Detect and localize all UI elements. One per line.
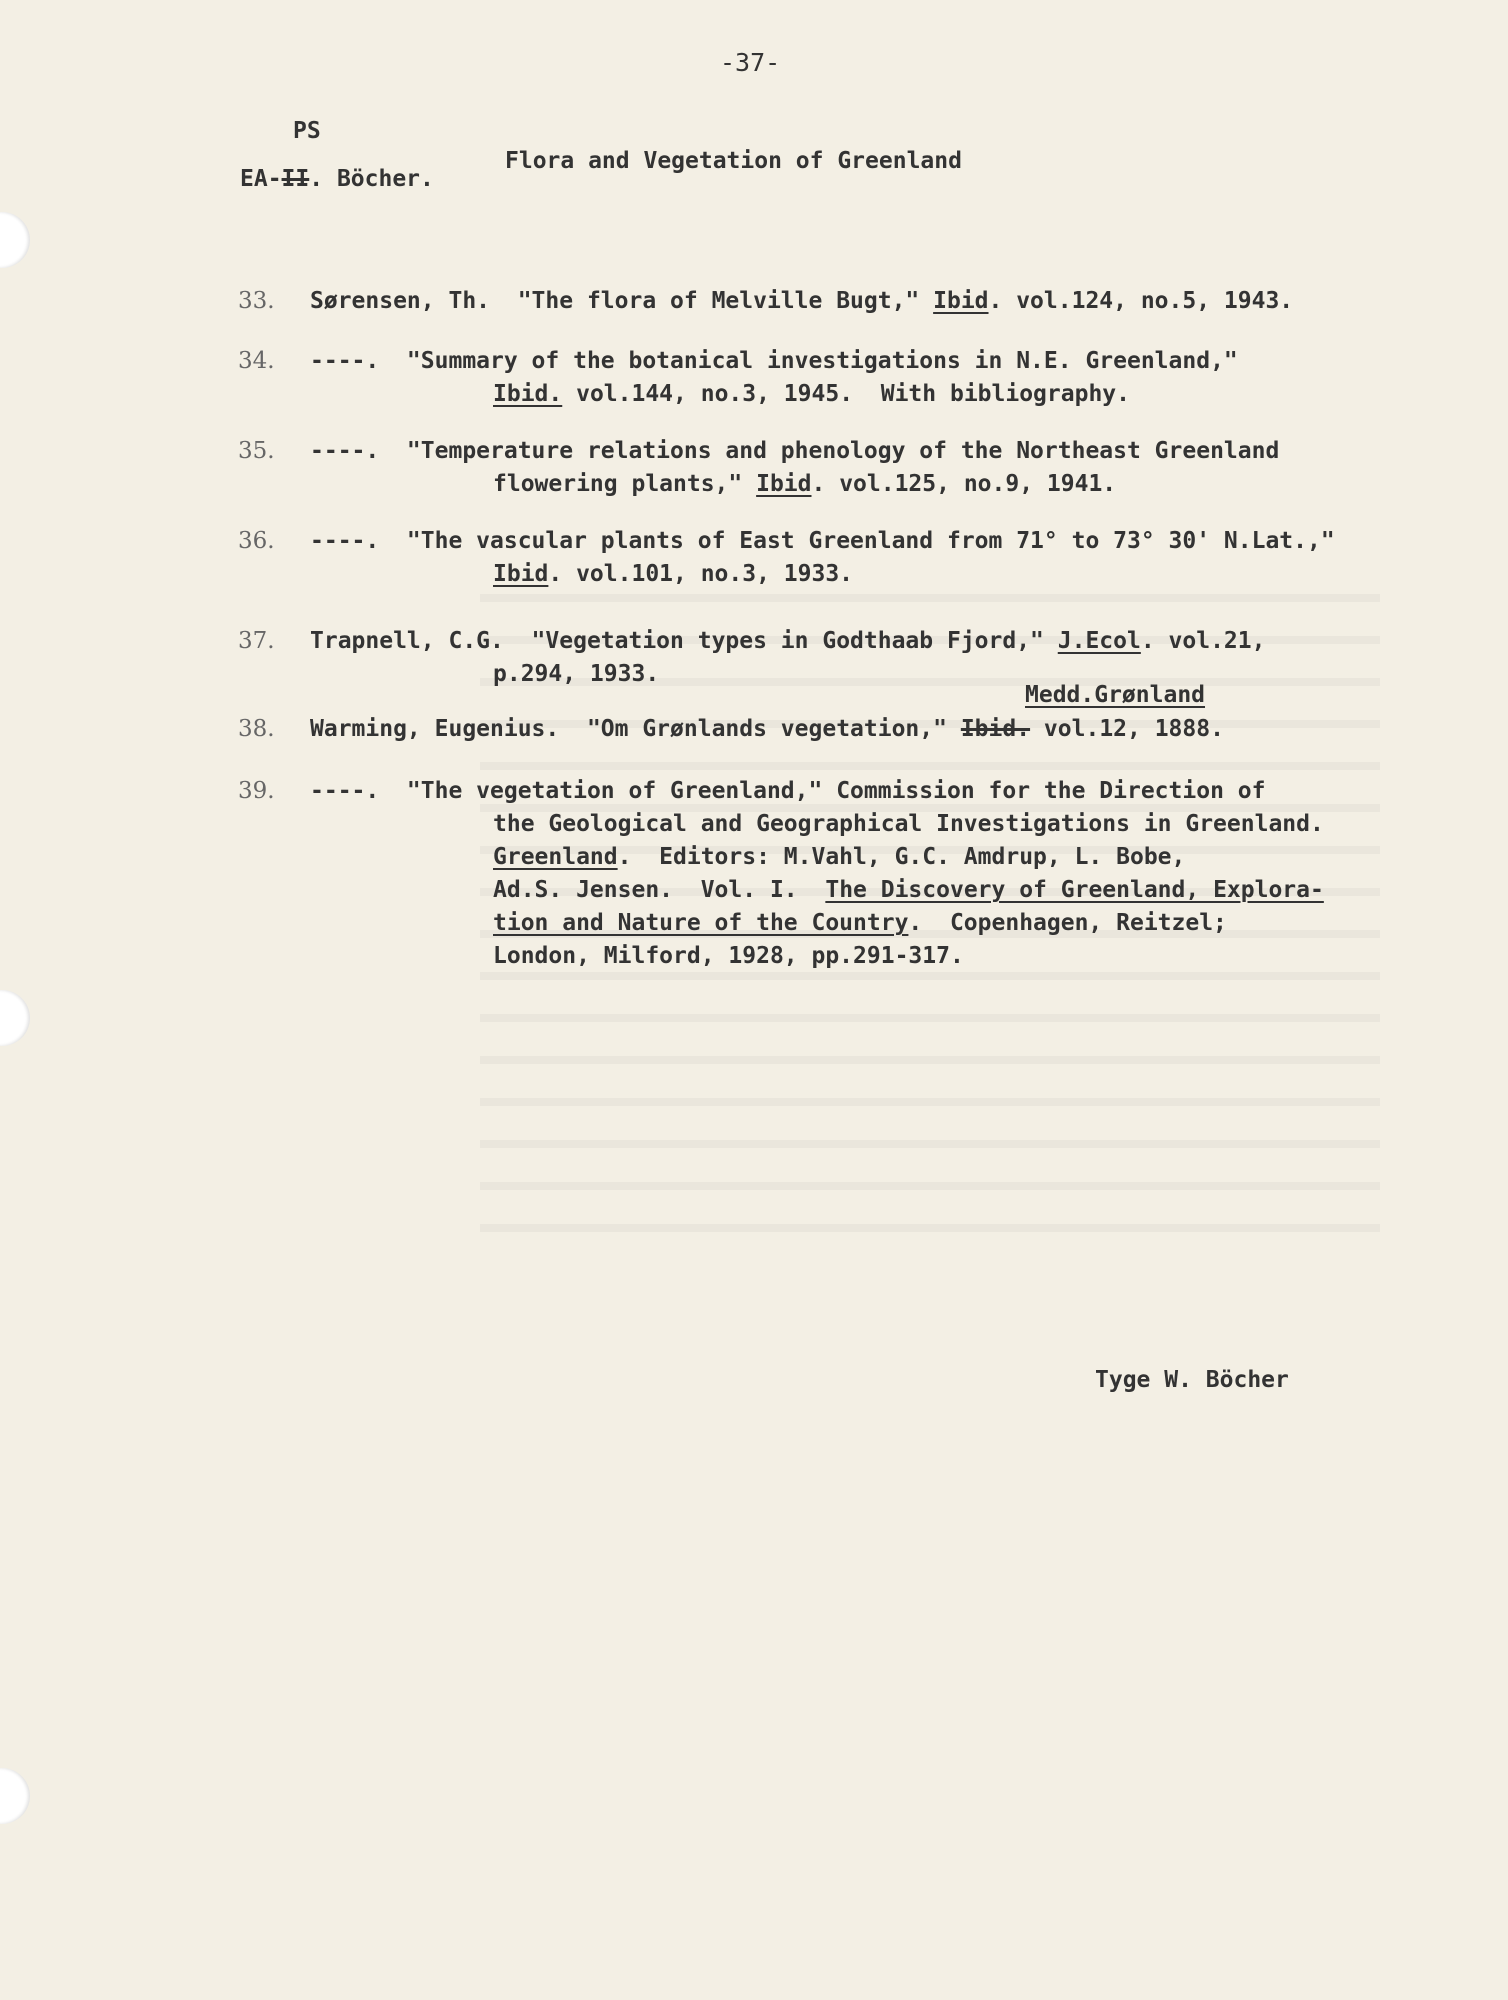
document-title: Flora and Vegetation of Greenland bbox=[505, 148, 962, 174]
entry-line bbox=[493, 813, 1324, 836]
underlined-text: The Discovery of Greenland, Explora- bbox=[825, 877, 1324, 903]
entry-text: Sørensen, Th. "The flora of Melville Bugt," bbox=[310, 288, 934, 314]
entry-number: 36. bbox=[238, 528, 275, 554]
entry-line bbox=[493, 879, 1324, 902]
entry-line bbox=[493, 473, 1116, 496]
entry-text: Ad.S. Jensen. Vol. I. bbox=[493, 877, 826, 903]
entry-text: . vol.125, no.9, 1941. bbox=[811, 471, 1117, 497]
entry-number: 37. bbox=[238, 628, 275, 654]
entry-line bbox=[493, 663, 659, 686]
entry-line bbox=[310, 530, 1335, 553]
entry-line bbox=[310, 350, 1238, 373]
entry-text: p.294, 1933. bbox=[493, 661, 660, 687]
entry-number: 35. bbox=[238, 438, 275, 464]
entry-text: . Editors: M.Vahl, G.C. Amdrup, L. Bobe, bbox=[617, 844, 1186, 870]
entry-text: . vol.101, no.3, 1933. bbox=[548, 561, 854, 587]
entry-text: Warming, Eugenius. "Om Grønlands vegetation," bbox=[310, 716, 961, 742]
entry-text: ----. "Summary of the botanical investigations in N.E. Greenland," bbox=[310, 348, 1238, 374]
entry-line bbox=[310, 290, 1293, 313]
struck-text: Ibid. bbox=[960, 716, 1031, 742]
punch-hole-bottom bbox=[0, 1768, 30, 1824]
document-code: EA-II. Böcher. bbox=[240, 166, 434, 192]
entry-line bbox=[493, 846, 1185, 869]
signature: Tyge W. Böcher bbox=[1095, 1367, 1289, 1393]
punch-hole-top bbox=[0, 212, 30, 268]
entry-text: . vol.21, bbox=[1140, 628, 1266, 654]
entry-number: 33. bbox=[238, 288, 275, 314]
underlined-text: Ibid. bbox=[493, 381, 563, 407]
entry-text: . Copenhagen, Reitzel; bbox=[908, 910, 1227, 936]
entry-text: London, Milford, 1928, pp.291-317. bbox=[493, 943, 964, 969]
entry-number: 34. bbox=[238, 348, 275, 374]
entry-line bbox=[310, 780, 1265, 803]
entry-text: vol.12, 1888. bbox=[1030, 716, 1224, 742]
entry-text: ----. "The vascular plants of East Greenland from 71° to 73° 30' N.Lat.," bbox=[310, 528, 1335, 554]
entry-line bbox=[493, 912, 1227, 935]
entry-text: the Geological and Geographical Investigations in Greenland. bbox=[493, 811, 1324, 837]
entry-line bbox=[310, 630, 1265, 653]
entry-text: ----. "Temperature relations and phenology of the Northeast Greenland bbox=[310, 438, 1280, 464]
underlined-text: Ibid bbox=[493, 561, 549, 587]
entry-text: flowering plants," bbox=[493, 471, 757, 497]
underlined-text: Ibid bbox=[933, 288, 989, 314]
entry-line bbox=[310, 718, 1224, 741]
entry-line bbox=[310, 440, 1279, 463]
entry-text: Trapnell, C.G. "Vegetation types in Godthaab Fjord," bbox=[310, 628, 1058, 654]
entry-line bbox=[493, 563, 853, 586]
entry-text: ----. "The vegetation of Greenland," Commission for the Direction of bbox=[310, 778, 1266, 804]
page-number: -37- bbox=[720, 48, 781, 77]
code-annotation: PS bbox=[293, 118, 321, 144]
entry-line bbox=[493, 945, 964, 968]
entry-number: 39. bbox=[238, 778, 275, 804]
punch-hole-middle bbox=[0, 990, 30, 1046]
entry-line bbox=[493, 383, 1130, 406]
handwritten-insertion: Medd.Grønland bbox=[1025, 682, 1206, 708]
underlined-text: Ibid bbox=[756, 471, 812, 497]
entry-text: . vol.124, no.5, 1943. bbox=[988, 288, 1294, 314]
underlined-text: J.Ecol bbox=[1057, 628, 1141, 654]
entry-number: 38. bbox=[238, 716, 275, 742]
underlined-text: Greenland bbox=[493, 844, 618, 870]
entry-text: vol.144, no.3, 1945. With bibliography. bbox=[562, 381, 1130, 407]
underlined-text: tion and Nature of the Country bbox=[493, 910, 909, 936]
